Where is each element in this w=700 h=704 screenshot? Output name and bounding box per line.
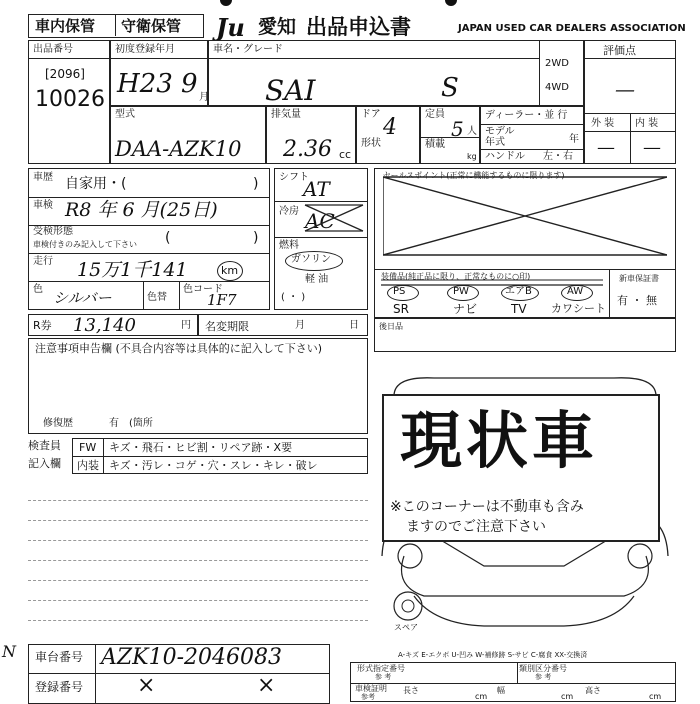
shaken-value: R8 年 6 月(25日) [65, 199, 218, 221]
year-unit: 年 [569, 134, 579, 145]
rating-label: 評価点 [603, 44, 636, 57]
spare-label: スペア [394, 623, 418, 632]
model-box [110, 106, 266, 164]
current-condition-stamp [382, 394, 660, 542]
shape-label: 形状 [361, 138, 381, 149]
first-registration-label: 初度登録年月 [115, 44, 175, 55]
chassis-value: AZK10-2046083 [101, 645, 283, 670]
name-change-box [198, 314, 368, 336]
interior-label: 内 装 [635, 118, 659, 129]
rating-value: — [615, 77, 635, 101]
cert2-label: 車検証明 [355, 684, 387, 693]
registration-mark-2: × [257, 673, 276, 698]
handle-label: ハンドル [485, 151, 525, 162]
mechanics-block [274, 168, 368, 310]
mileage-unit: km [221, 264, 239, 277]
height-label: 高さ [585, 686, 601, 695]
lot-number-label: 出品番号 [33, 44, 73, 55]
lot-sub-number: [2096] [45, 67, 85, 81]
class-label: 類別区分番号 [519, 664, 567, 673]
repair-label: 修復歴 [43, 418, 73, 429]
registration-label: 登録番号 [35, 680, 84, 694]
equip-sr: SR [393, 302, 409, 316]
stamp-note-line-1: ※このコーナーは不動車も含み [390, 499, 584, 515]
repair-place: (箇所 [129, 418, 153, 429]
drive-2wd: 2WD [545, 58, 569, 69]
equip-navi: ナビ [453, 302, 478, 316]
storage-tags [28, 14, 204, 38]
brand-region: 愛知 [258, 16, 297, 38]
interior-defect-label: 内装 [77, 459, 99, 472]
history-block [28, 168, 270, 310]
spec-block [350, 662, 676, 702]
equip-seat: カワシート [551, 302, 606, 315]
capacity-box [420, 106, 480, 164]
doors-value: 4 [383, 115, 397, 140]
fuel-other: ( ・ ) [281, 292, 306, 303]
car-name-box [208, 40, 584, 106]
displacement-box [266, 106, 356, 164]
color-label: 色 [33, 284, 43, 295]
receive-sub: 車検付きのみ記入して下さい [33, 240, 137, 249]
recycle-value: 13,140 [73, 315, 136, 336]
equipment-label: 装備品(純正品に限り、正常なものに○印) [381, 272, 531, 281]
ac-value: AC [305, 209, 335, 233]
height-unit: cm [649, 692, 662, 701]
name-change-label: 名変期限 [205, 320, 249, 333]
current-condition-title: 現状車 [400, 404, 599, 477]
margin-mark: N [2, 642, 16, 661]
inspector-block [28, 438, 368, 474]
drive-4wd: 4WD [545, 82, 569, 93]
inspector-label-2: 記入欄 [28, 457, 61, 470]
exterior-value: — [597, 137, 615, 158]
lot-number-value: 10026 [35, 87, 105, 112]
ac-label: 冷房 [279, 206, 299, 217]
binder-hole-1 [220, 0, 232, 6]
binder-hole-2 [445, 0, 457, 6]
width-label: 幅 [497, 686, 505, 695]
notes-label: 注意事項申告欄 (不具合内容等は具体的に記入して下さい) [35, 342, 323, 355]
recycle-box [28, 314, 198, 336]
registration-mark-1: × [137, 673, 156, 698]
cc-unit: cc [339, 148, 352, 161]
doors-label: ドア [361, 109, 381, 120]
dealer-label: ディーラー・並 行 [485, 110, 568, 121]
shift-label: シフト [279, 172, 309, 183]
association-name: JAPAN USED CAR DEALERS ASSOCIATION [458, 23, 686, 34]
car-name-value: SAI [265, 74, 316, 107]
equip-tv: TV [511, 302, 527, 316]
chassis-label: 車台番号 [35, 650, 84, 664]
inspector-label-1: 検査員 [28, 439, 61, 452]
repair-value: 有 [109, 418, 119, 429]
cert-sub: 参 考 [375, 673, 392, 681]
handle-options: 左・右 [543, 151, 573, 162]
exterior-label: 外 装 [591, 118, 615, 129]
ju-logo: Ju [216, 13, 245, 42]
capacity-unit: 人 [467, 126, 477, 137]
history-close: ) [253, 176, 259, 192]
class-sub: 参 考 [535, 673, 552, 681]
load-label: 積載 [425, 139, 445, 150]
color-value: シルバー [53, 289, 112, 307]
model-value: DAA-AZK10 [115, 137, 242, 161]
equip-aw: AW [567, 286, 584, 297]
color-code-value: 1F7 [207, 291, 237, 309]
car-name-label: 車名・グレード [213, 44, 283, 55]
sales-point-header: セールスポイント(正常に機能するものに限ります) [383, 171, 565, 180]
fuel-diesel: 軽 油 [305, 274, 329, 285]
receive-close: ) [253, 230, 259, 246]
capacity-label: 定員 [425, 109, 445, 120]
name-change-month: 月 [295, 320, 305, 331]
dealer-box [480, 106, 584, 164]
mileage-value: 15万1千141 [77, 259, 188, 281]
equip-ps: PS [393, 286, 406, 297]
shaken-label: 車検 [33, 200, 53, 211]
history-label: 車歴 [33, 172, 53, 183]
color-change-label: 色替 [147, 292, 167, 303]
equip-pw: PW [453, 286, 469, 297]
after-item-box [374, 318, 676, 352]
name-change-day: 日 [349, 320, 359, 331]
width-unit: cm [561, 692, 574, 701]
equipment-block [374, 168, 676, 318]
damage-legend: A-キズ E-エクボ U-凹み W-補修跡 S-サビ C-腐食 XX-交換済 [398, 651, 588, 659]
first-registration-value: H23 9 [117, 69, 198, 99]
color-code-label: 色コード [183, 284, 223, 295]
form-title: 出品申込書 [306, 15, 411, 39]
warranty-options: 有 ・ 無 [617, 294, 657, 307]
sales-point-crossout [383, 173, 667, 259]
interior-defect-text: キズ・汚レ・コゲ・穴・スレ・キレ・破レ [109, 459, 318, 472]
doors-box [356, 106, 420, 164]
model-label: 型式 [115, 109, 135, 120]
receive-label: 受検形態 [33, 226, 73, 237]
receive-paren: ( [165, 230, 171, 246]
history-value: 自家用・( [65, 176, 127, 192]
displacement-value: 2.36 [283, 137, 332, 162]
lot-number-box [28, 40, 110, 164]
mileage-label: 走行 [33, 256, 53, 267]
recycle-label: R券 [33, 319, 52, 332]
equip-airbag: エアB [505, 286, 532, 297]
displacement-label: 排気量 [271, 109, 301, 120]
month-unit: 月 [199, 92, 209, 103]
kg-unit: kg [467, 152, 477, 161]
in-car-storage-tag: 車内保管 [35, 17, 96, 35]
model-year-label: モデル 年式 [485, 126, 515, 148]
shift-value: AT [303, 177, 330, 201]
cert-label: 形式指定番号 [357, 664, 405, 673]
interior-value: — [643, 137, 661, 158]
fw-text: キズ・飛石・ヒビ割・リペア跡・X要 [109, 441, 293, 454]
fuel-label: 燃料 [279, 240, 299, 251]
grade-value: S [441, 73, 459, 103]
recycle-yen: 円 [181, 320, 191, 331]
length-label: 長さ [403, 686, 419, 695]
ac-crossout [303, 201, 365, 235]
chassis-block [28, 644, 330, 704]
cert2-sub: 参考 [361, 693, 375, 701]
capacity-value: 5 [451, 117, 464, 141]
after-item-label: 後日品 [379, 322, 403, 331]
notes-box [28, 338, 368, 434]
guard-storage-tag: 守衛保管 [121, 17, 182, 35]
fw-label: FW [79, 441, 97, 454]
fuel-gas: ガソリン [291, 254, 331, 265]
first-registration-box [110, 40, 208, 106]
stamp-note-line-2: ますのでご注意下さい [406, 519, 546, 535]
rating-box [584, 40, 676, 164]
length-unit: cm [475, 692, 488, 701]
warranty-label: 新車保証書 [619, 274, 659, 283]
